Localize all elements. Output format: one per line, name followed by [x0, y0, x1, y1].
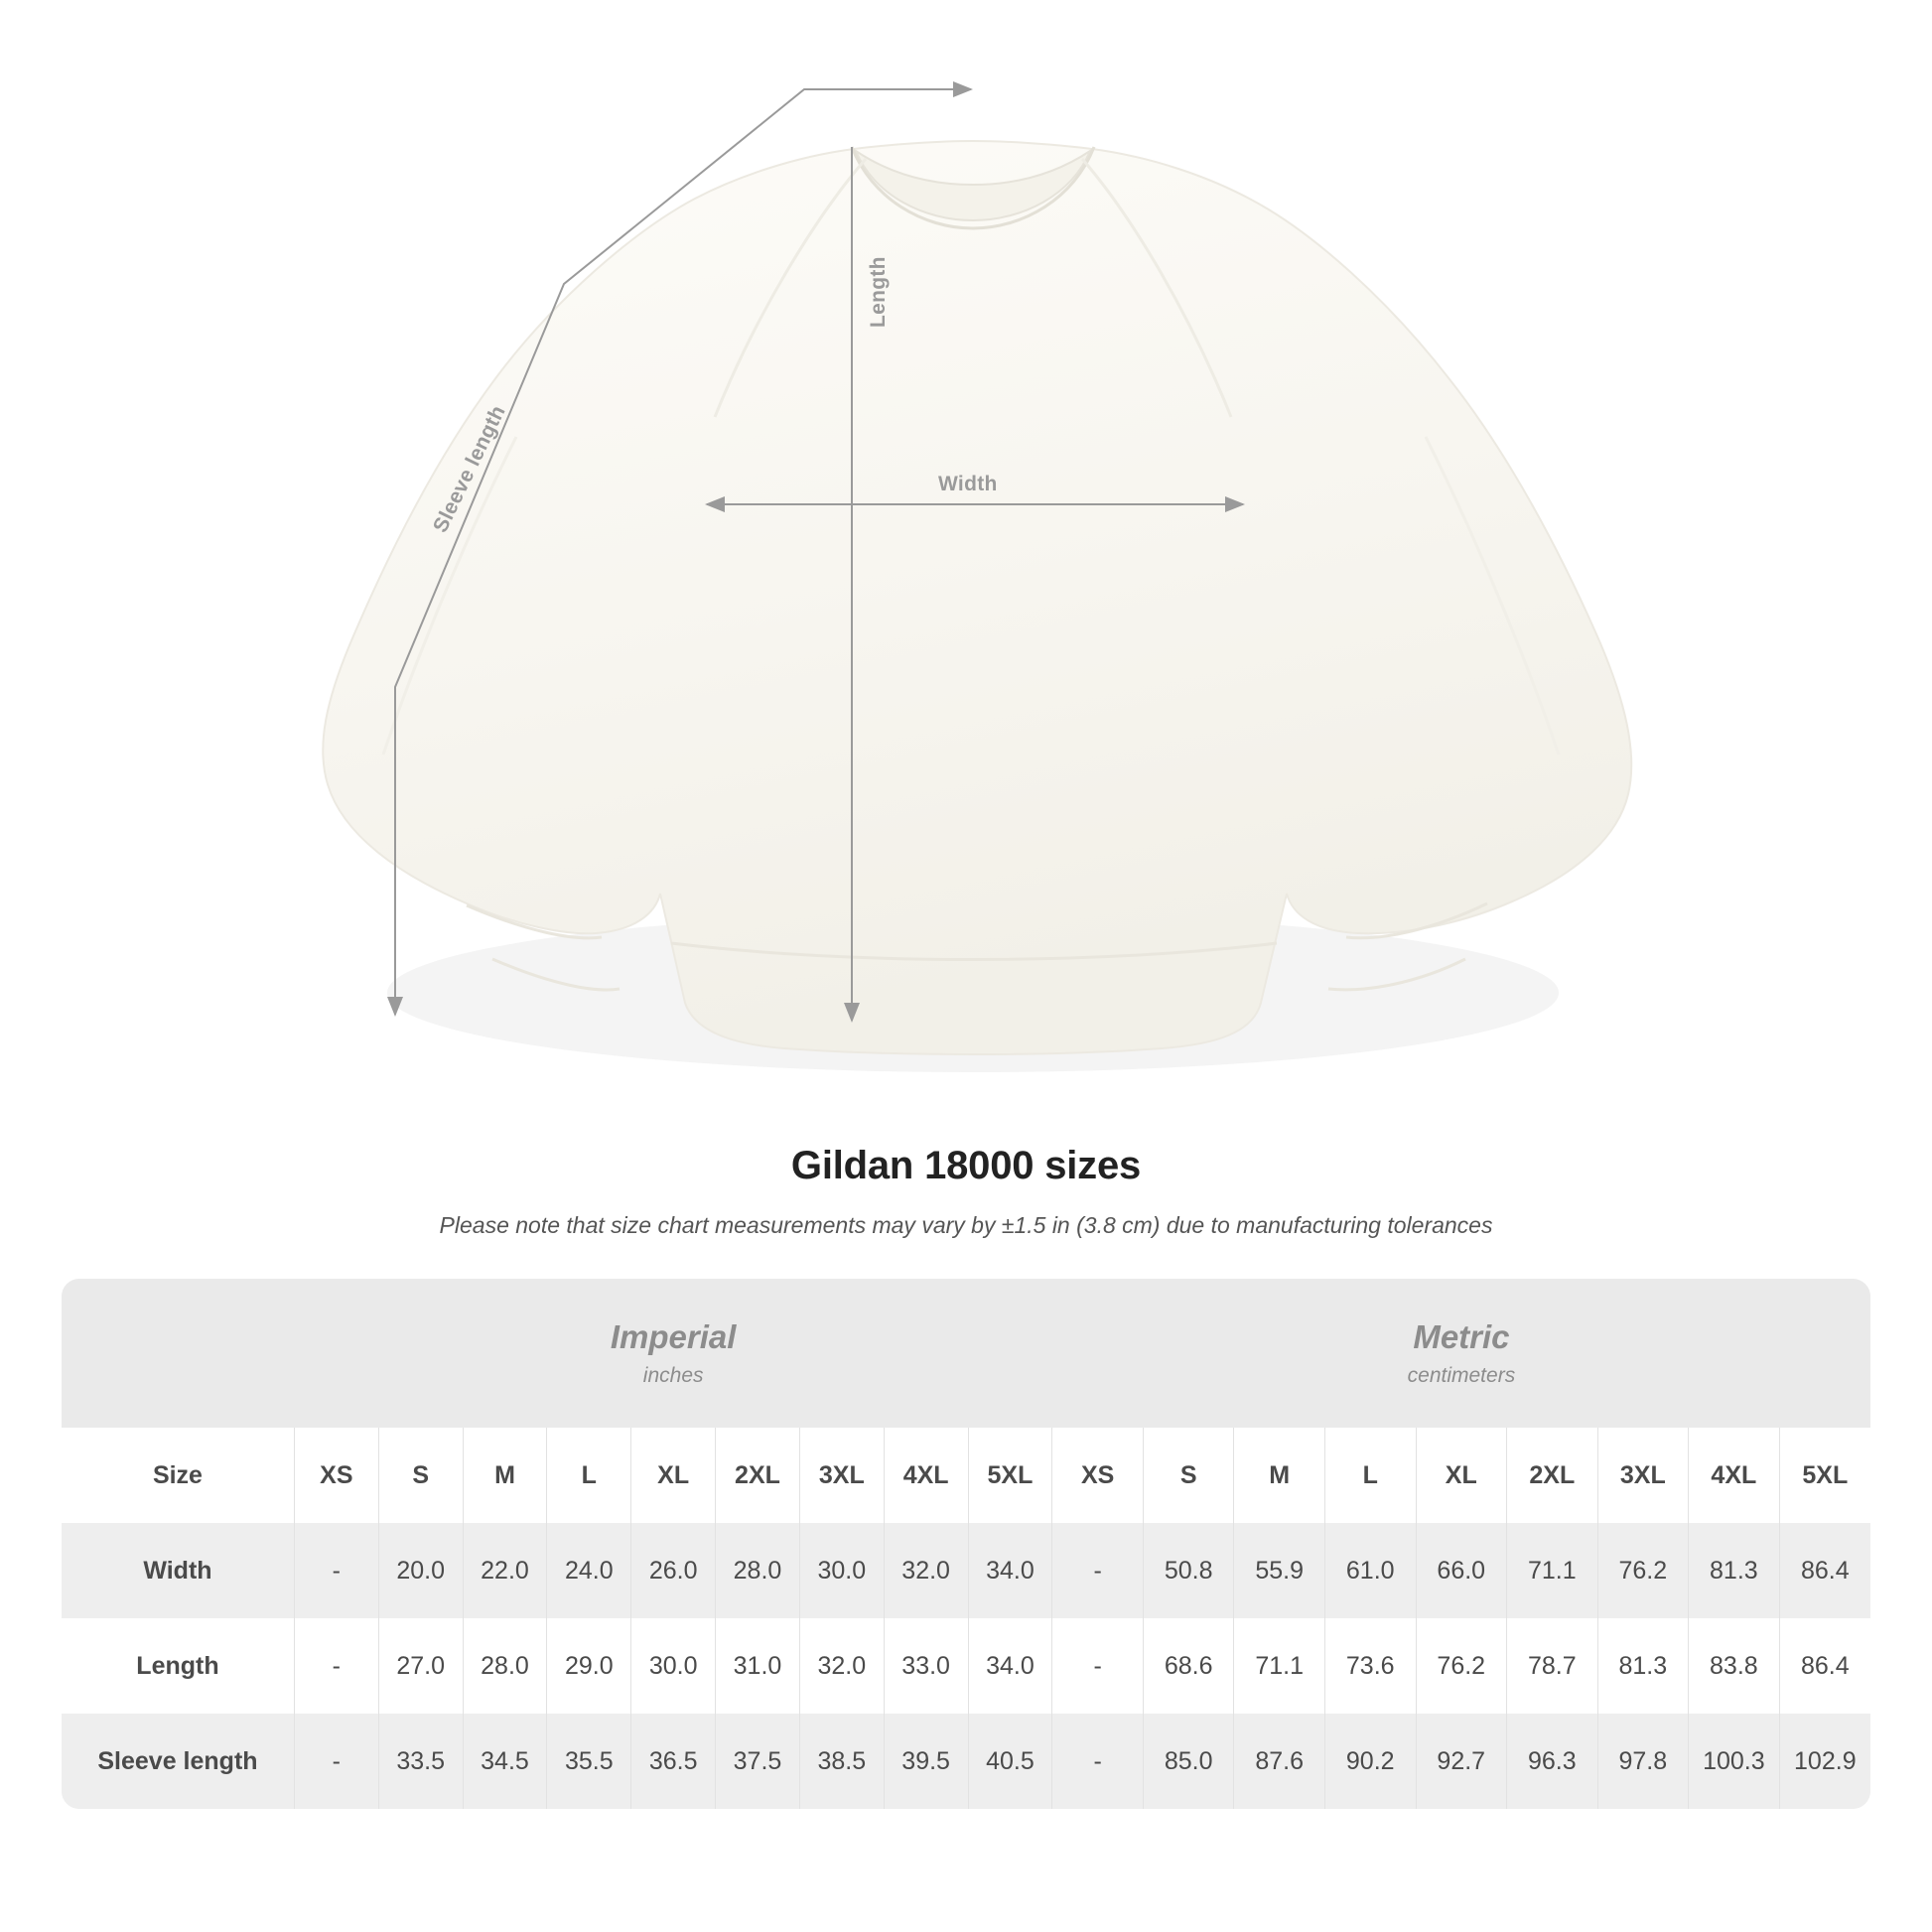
- imperial-unit-cell: [294, 1279, 1051, 1428]
- sleeve-imperial-2xl: 37.5: [716, 1714, 800, 1809]
- length-metric-2xl: 78.7: [1507, 1618, 1598, 1714]
- sleeve-imperial-m: 34.5: [463, 1714, 547, 1809]
- sleeve-imperial-3xl: 38.5: [799, 1714, 884, 1809]
- header-metric-4xl: 4XL: [1689, 1428, 1780, 1523]
- row-label-width: Width: [62, 1523, 294, 1618]
- sleeve-metric-2xl: 96.3: [1507, 1714, 1598, 1809]
- sleeve-metric-4xl: 100.3: [1689, 1714, 1780, 1809]
- header-metric-3xl: 3XL: [1597, 1428, 1689, 1523]
- width-imperial-5xl: 34.0: [968, 1523, 1052, 1618]
- length-metric-xs: -: [1052, 1618, 1144, 1714]
- sleeve-imperial-xl: 36.5: [631, 1714, 716, 1809]
- row-label-sleeve-length: Sleeve length: [62, 1714, 294, 1809]
- length-metric-l: 73.6: [1324, 1618, 1416, 1714]
- width-metric-4xl: 81.3: [1689, 1523, 1780, 1618]
- sleeve-imperial-4xl: 39.5: [884, 1714, 968, 1809]
- length-imperial-s: 27.0: [378, 1618, 463, 1714]
- sleeve-metric-l: 90.2: [1324, 1714, 1416, 1809]
- width-imperial-3xl: 30.0: [799, 1523, 884, 1618]
- width-imperial-xs: -: [294, 1523, 378, 1618]
- header-metric-5xl: 5XL: [1779, 1428, 1870, 1523]
- table-row: [62, 1523, 1870, 1618]
- length-metric-s: 68.6: [1143, 1618, 1234, 1714]
- header-imperial-xs: XS: [294, 1428, 378, 1523]
- imperial-unit-name: Imperial: [610, 1318, 737, 1355]
- unit-header-row: [62, 1279, 1870, 1428]
- header-imperial-5xl: 5XL: [968, 1428, 1052, 1523]
- header-metric-xl: XL: [1416, 1428, 1507, 1523]
- length-metric-3xl: 81.3: [1597, 1618, 1689, 1714]
- header-metric-m: M: [1234, 1428, 1325, 1523]
- length-metric-m: 71.1: [1234, 1618, 1325, 1714]
- width-imperial-s: 20.0: [378, 1523, 463, 1618]
- width-imperial-4xl: 32.0: [884, 1523, 968, 1618]
- table-row: [62, 1618, 1870, 1714]
- size-table-container: [62, 1279, 1870, 1809]
- length-imperial-2xl: 31.0: [716, 1618, 800, 1714]
- length-imperial-4xl: 33.0: [884, 1618, 968, 1714]
- page-title: Gildan 18000 sizes: [790, 1144, 1142, 1187]
- size-table: [62, 1279, 1870, 1809]
- length-imperial-3xl: 32.0: [799, 1618, 884, 1714]
- imperial-unit-sub: inches: [642, 1364, 704, 1387]
- length-imperial-5xl: 34.0: [968, 1618, 1052, 1714]
- tolerance-note: Please note that size chart measurements may vary by ±1.5 in (3.8 cm) due to manufacturing tolerances: [439, 1212, 1493, 1238]
- header-imperial-s: S: [378, 1428, 463, 1523]
- header-imperial-m: M: [463, 1428, 547, 1523]
- width-metric-s: 50.8: [1143, 1523, 1234, 1618]
- metric-unit-sub: centimeters: [1407, 1364, 1516, 1387]
- length-metric-xl: 76.2: [1416, 1618, 1507, 1714]
- length-imperial-xs: -: [294, 1618, 378, 1714]
- sleeve-metric-s: 85.0: [1143, 1714, 1234, 1809]
- sleeve-metric-xl: 92.7: [1416, 1714, 1507, 1809]
- header-imperial-xl: XL: [631, 1428, 716, 1523]
- width-metric-l: 61.0: [1324, 1523, 1416, 1618]
- header-metric-2xl: 2XL: [1507, 1428, 1598, 1523]
- sleeve-metric-3xl: 97.8: [1597, 1714, 1689, 1809]
- width-imperial-2xl: 28.0: [716, 1523, 800, 1618]
- size-header-cell: Size: [62, 1428, 294, 1523]
- sleeve-imperial-xs: -: [294, 1714, 378, 1809]
- width-imperial-xl: 26.0: [631, 1523, 716, 1618]
- sleeve-imperial-s: 33.5: [378, 1714, 463, 1809]
- width-imperial-l: 24.0: [547, 1523, 631, 1618]
- sleeve-length-dimension-label: Sleeve length: [429, 401, 510, 537]
- sleeve-metric-xs: -: [1052, 1714, 1144, 1809]
- header-imperial-3xl: 3XL: [799, 1428, 884, 1523]
- header-metric-s: S: [1143, 1428, 1234, 1523]
- length-imperial-xl: 30.0: [631, 1618, 716, 1714]
- title-block: [0, 1144, 1932, 1239]
- size-header-row: [62, 1428, 1870, 1523]
- table-row: [62, 1714, 1870, 1809]
- sleeve-metric-5xl: 102.9: [1779, 1714, 1870, 1809]
- width-metric-m: 55.9: [1234, 1523, 1325, 1618]
- width-metric-5xl: 86.4: [1779, 1523, 1870, 1618]
- length-dimension-label: Length: [867, 256, 890, 328]
- metric-unit-name: Metric: [1413, 1318, 1510, 1355]
- length-imperial-m: 28.0: [463, 1618, 547, 1714]
- unit-row-spacer: [62, 1279, 294, 1428]
- header-imperial-4xl: 4XL: [884, 1428, 968, 1523]
- length-metric-4xl: 83.8: [1689, 1618, 1780, 1714]
- header-imperial-2xl: 2XL: [716, 1428, 800, 1523]
- header-metric-xs: XS: [1052, 1428, 1144, 1523]
- width-dimension-label: Width: [938, 473, 998, 495]
- width-metric-3xl: 76.2: [1597, 1523, 1689, 1618]
- row-label-length: Length: [62, 1618, 294, 1714]
- length-imperial-l: 29.0: [547, 1618, 631, 1714]
- width-metric-2xl: 71.1: [1507, 1523, 1598, 1618]
- header-metric-l: L: [1324, 1428, 1416, 1523]
- width-metric-xs: -: [1052, 1523, 1144, 1618]
- sleeve-imperial-5xl: 40.5: [968, 1714, 1052, 1809]
- width-imperial-m: 22.0: [463, 1523, 547, 1618]
- header-imperial-l: L: [547, 1428, 631, 1523]
- sleeve-imperial-l: 35.5: [547, 1714, 631, 1809]
- width-metric-xl: 66.0: [1416, 1523, 1507, 1618]
- sleeve-metric-m: 87.6: [1234, 1714, 1325, 1809]
- length-metric-5xl: 86.4: [1779, 1618, 1870, 1714]
- metric-unit-cell: [1052, 1279, 1870, 1428]
